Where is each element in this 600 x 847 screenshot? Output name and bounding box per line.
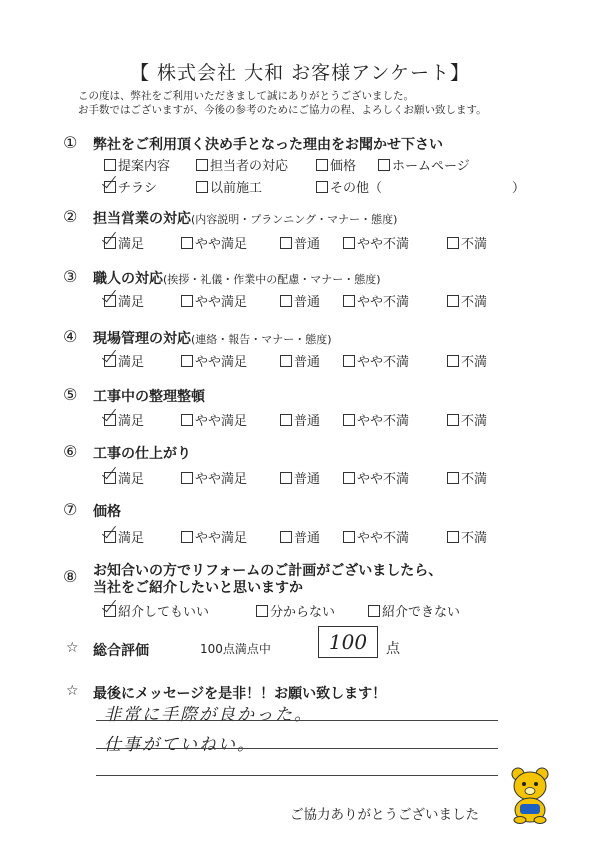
checkbox[interactable]: [256, 605, 268, 617]
q4-option-satisfied[interactable]: 満足: [104, 351, 144, 370]
overall-unit: 点: [386, 641, 400, 657]
overall-score-field[interactable]: 100: [318, 626, 378, 658]
checkbox-checked[interactable]: [104, 414, 116, 426]
q7-option-satisfied[interactable]: 満足: [104, 527, 144, 546]
q7-number: ⑦: [63, 500, 78, 519]
checkbox[interactable]: [343, 414, 355, 426]
q1-number: ①: [63, 133, 78, 152]
q2-number: ②: [63, 207, 78, 226]
checkbox[interactable]: [280, 472, 292, 484]
q8-number: ⑧: [63, 567, 78, 586]
thank-you-message: ご協力ありがとうございました: [290, 807, 479, 823]
q1-option-flyer[interactable]: チラシ: [104, 177, 157, 196]
checkbox[interactable]: [343, 295, 355, 307]
checkbox[interactable]: [181, 531, 193, 543]
q2-question: 担当営業の対応(内容説明・プランニング・マナー・態度): [93, 211, 398, 227]
checkbox[interactable]: [378, 159, 390, 171]
q2-option-somewhat-dissatisfied[interactable]: やや不満: [343, 233, 409, 252]
q5-option-neutral[interactable]: 普通: [280, 410, 320, 429]
checkbox[interactable]: [447, 355, 459, 367]
q3-question: 職人の対応(挨拶・礼儀・作業中の配慮・マナー・態度): [93, 271, 381, 287]
q1-option-price[interactable]: 価格: [316, 155, 356, 174]
message-line-2[interactable]: 仕事がていねい。: [104, 735, 256, 755]
q3-option-dissatisfied[interactable]: 不満: [447, 291, 487, 310]
q1-option-staff[interactable]: 担当者の対応: [196, 155, 288, 174]
checkbox-checked[interactable]: [104, 472, 116, 484]
q6-option-satisfied[interactable]: 満足: [104, 468, 144, 487]
message-underline-1: [96, 720, 498, 721]
q1-option-homepage[interactable]: ホームページ: [378, 155, 470, 174]
checkbox[interactable]: [181, 355, 193, 367]
checkbox-checked[interactable]: [104, 355, 116, 367]
checkbox[interactable]: [196, 159, 208, 171]
checkbox-checked[interactable]: [104, 237, 116, 249]
checkbox[interactable]: [447, 237, 459, 249]
message-line-1[interactable]: 非常に手際が良かった。: [104, 705, 313, 725]
q2-option-dissatisfied[interactable]: 不満: [447, 233, 487, 252]
q8-question-line-1: お知合いの方でリフォームのご計画がございましたら、: [93, 563, 443, 579]
checkbox[interactable]: [181, 295, 193, 307]
q8-option-unsure[interactable]: 分からない: [256, 601, 335, 620]
message-star-icon: ☆: [66, 683, 79, 699]
q6-option-somewhat-satisfied[interactable]: やや満足: [181, 468, 247, 487]
overall-label: 総合評価: [93, 643, 149, 659]
q6-question: 工事の仕上がり: [93, 446, 191, 462]
q8-question-line-2: 当社をご紹介したいと思いますか: [93, 580, 303, 596]
q4-option-dissatisfied[interactable]: 不満: [447, 351, 487, 370]
intro-line-1: この度は、弊社をご利用いただきまして誠にありがとうございました。: [78, 90, 414, 102]
checkbox-checked[interactable]: [104, 295, 116, 307]
checkbox[interactable]: [316, 159, 328, 171]
q6-option-neutral[interactable]: 普通: [280, 468, 320, 487]
q5-number: ⑤: [63, 385, 78, 404]
q7-option-dissatisfied[interactable]: 不満: [447, 527, 487, 546]
q7-option-somewhat-satisfied[interactable]: やや満足: [181, 527, 247, 546]
checkbox[interactable]: [280, 531, 292, 543]
checkbox[interactable]: [447, 531, 459, 543]
overall-star-icon: ☆: [66, 640, 79, 656]
q2-option-somewhat-satisfied[interactable]: やや満足: [181, 233, 247, 252]
q3-number: ③: [63, 267, 78, 286]
checkbox[interactable]: [368, 605, 380, 617]
checkbox[interactable]: [181, 414, 193, 426]
checkbox[interactable]: [447, 414, 459, 426]
q3-option-somewhat-dissatisfied[interactable]: やや不満: [343, 291, 409, 310]
q8-option-would-refer[interactable]: 紹介してもいい: [104, 601, 209, 620]
q5-question: 工事中の整理整頓: [93, 389, 205, 405]
q4-question: 現場管理の対応(連絡・報告・マナー・態度): [93, 331, 332, 347]
checkbox[interactable]: [343, 355, 355, 367]
checkbox[interactable]: [343, 472, 355, 484]
q2-option-satisfied[interactable]: 満足: [104, 233, 144, 252]
checkbox[interactable]: [104, 159, 116, 171]
page-title: 【 株式会社 大和 お客様アンケート】: [130, 62, 470, 84]
q3-option-satisfied[interactable]: 満足: [104, 291, 144, 310]
q5-option-dissatisfied[interactable]: 不満: [447, 410, 487, 429]
q5-option-satisfied[interactable]: 満足: [104, 410, 144, 429]
checkbox[interactable]: [343, 237, 355, 249]
checkbox-checked[interactable]: [104, 181, 116, 193]
q6-number: ⑥: [63, 442, 78, 461]
q1-question: 弊社をご利用頂く決め手となった理由をお聞かせ下さい: [93, 137, 443, 153]
checkbox[interactable]: [343, 531, 355, 543]
message-underline-3: [96, 775, 498, 776]
q1-option-previous[interactable]: 以前施工: [196, 177, 262, 196]
q1-option-proposal[interactable]: 提案内容: [104, 155, 170, 174]
overall-scale: 100点満点中: [200, 642, 271, 656]
intro-line-2: お手数ではございますが、今後の参考のためにご協力の程、よろしくお願い致します。: [78, 104, 487, 116]
message-label: 最後にメッセージを是非！！お願い致します！: [93, 686, 387, 702]
q3-option-somewhat-satisfied[interactable]: やや満足: [181, 291, 247, 310]
q1-option-other-close: ）: [512, 181, 526, 196]
checkbox[interactable]: [196, 181, 208, 193]
checkbox[interactable]: [280, 295, 292, 307]
checkbox-checked[interactable]: [104, 605, 116, 617]
q1-option-other[interactable]: その他（: [316, 177, 382, 196]
q4-option-somewhat-satisfied[interactable]: やや満足: [181, 351, 247, 370]
q4-option-somewhat-dissatisfied[interactable]: やや不満: [343, 351, 409, 370]
q6-option-somewhat-dissatisfied[interactable]: やや不満: [343, 468, 409, 487]
q4-option-neutral[interactable]: 普通: [280, 351, 320, 370]
q5-option-somewhat-satisfied[interactable]: やや満足: [181, 410, 247, 429]
q4-number: ④: [63, 327, 78, 346]
message-underline-2: [96, 748, 498, 749]
checkbox[interactable]: [280, 414, 292, 426]
checkbox[interactable]: [447, 472, 459, 484]
checkbox[interactable]: [181, 472, 193, 484]
checkbox[interactable]: [181, 237, 193, 249]
checkbox[interactable]: [280, 237, 292, 249]
q6-option-dissatisfied[interactable]: 不満: [447, 468, 487, 487]
q7-option-neutral[interactable]: 普通: [280, 527, 320, 546]
bear-mascot-icon: [506, 766, 554, 824]
q3-option-neutral[interactable]: 普通: [280, 291, 320, 310]
q7-option-somewhat-dissatisfied[interactable]: やや不満: [343, 527, 409, 546]
q2-option-neutral[interactable]: 普通: [280, 233, 320, 252]
checkbox[interactable]: [316, 181, 328, 193]
checkbox[interactable]: [447, 295, 459, 307]
q5-option-somewhat-dissatisfied[interactable]: やや不満: [343, 410, 409, 429]
q7-question: 価格: [93, 504, 121, 520]
q8-option-would-not-refer[interactable]: 紹介できない: [368, 601, 460, 620]
checkbox[interactable]: [280, 355, 292, 367]
checkbox-checked[interactable]: [104, 531, 116, 543]
